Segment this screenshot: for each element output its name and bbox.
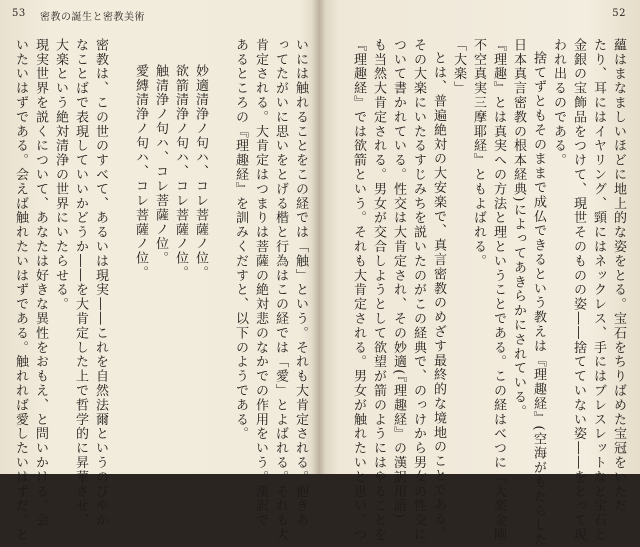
text-column: 大楽という絶対清浄の世界にいたらせる。 bbox=[53, 38, 68, 312]
text-column: ついて書かれている。性交は大肯定され、その妙適(『理趣経』の漢訳用語) bbox=[391, 38, 406, 520]
text-column: 密教は、この世のすべて、あるいは現実――これを自然法爾というのびやか bbox=[93, 38, 108, 528]
column-spacer bbox=[210, 38, 230, 466]
right-page-number: 52 bbox=[612, 8, 626, 19]
text-column: 肯定される。大肯定はつまりは菩薩の絶対悲のなかでの作用をいう。漢訳で bbox=[253, 38, 268, 528]
text-column: いには触れることをこの経では「触」という。それも大肯定される。抱きあ bbox=[293, 38, 308, 528]
quote-line: 愛縛清浄ノ句ハ、コレ菩薩ノ位。 bbox=[133, 64, 148, 280]
text-column: 現実世界を説くについて、あなたは好きな異性をおもえ、と問いかける。会 bbox=[33, 38, 48, 528]
text-column: いたいはずである。会えば触れたいはずである。触れれば愛したいはずだ。と bbox=[13, 38, 28, 542]
text-column: とは、普遍絶対の大安楽で、真言密教のめざす最終的な境地のことである。 bbox=[431, 51, 446, 541]
left-page bbox=[0, 0, 318, 542]
text-column: 「大楽」 bbox=[451, 38, 466, 96]
text-column: 蘊はまなましいほどに地上的な姿をとる。宝石をちりばめた宝冠をいただ bbox=[611, 38, 626, 514]
column-spacer bbox=[110, 38, 130, 466]
text-column: 金銀の宝飾品をつけて、現世そのものの姿――捨てていない姿――をとって現 bbox=[571, 38, 586, 542]
text-column: 日本真言密教の根本経典)によってあきらかにされている。 bbox=[511, 38, 526, 419]
quote-line: 妙適清浄ノ句ハ、コレ菩薩ノ位。 bbox=[193, 64, 208, 280]
quote-line: 触清浄ノ句ハ、コレ菩薩ノ位。 bbox=[153, 64, 168, 266]
right-page bbox=[322, 0, 640, 547]
text-column: 『理趣経』では欲箭という。それも大肯定される。男女が触れたいと思い、つ bbox=[351, 38, 366, 542]
text-column: 捨てずともそのままで成仏できるという教えは『理趣経』(空海がもたらした bbox=[531, 51, 546, 547]
quote-line: 欲箭清浄ノ句ハ、コレ菩薩ノ位。 bbox=[173, 64, 188, 280]
text-column: も当然大肯定される。男女が交合しようとして欲望が箭のようにはやることを bbox=[371, 38, 386, 542]
left-page-number: 53 bbox=[12, 8, 26, 19]
text-column: 『理趣』とは真実への方法と理ということである。この経はべつに『大楽金剛 bbox=[491, 38, 506, 542]
text-column: その大楽にいたるすじみちを説いたのがこの経典で、のっけから男女の性交に bbox=[411, 38, 426, 542]
text-column: たり、耳にはイヤリング、頸にはネックレス、手にはブレスレットなど宝石と bbox=[591, 38, 606, 542]
right-page-body bbox=[338, 38, 628, 547]
text-column: われ出るのである。 bbox=[551, 38, 566, 168]
text-column: 不空真実三摩耶経』ともよばれる。 bbox=[471, 38, 486, 269]
running-head: 密教の誕生と密教美術 bbox=[40, 12, 145, 23]
text-column: あるところの『理趣経』を訓みくだすと、以下のようである。 bbox=[233, 38, 248, 442]
text-column: なことばで表現していいかどうか――を大肯定した上で哲学的に昇華させ、 bbox=[73, 38, 88, 528]
text-column: ってたがいに思いをとげる楷と行為はこの経では「愛」とよばれる。それも大 bbox=[273, 38, 288, 542]
left-page-body bbox=[13, 38, 310, 542]
